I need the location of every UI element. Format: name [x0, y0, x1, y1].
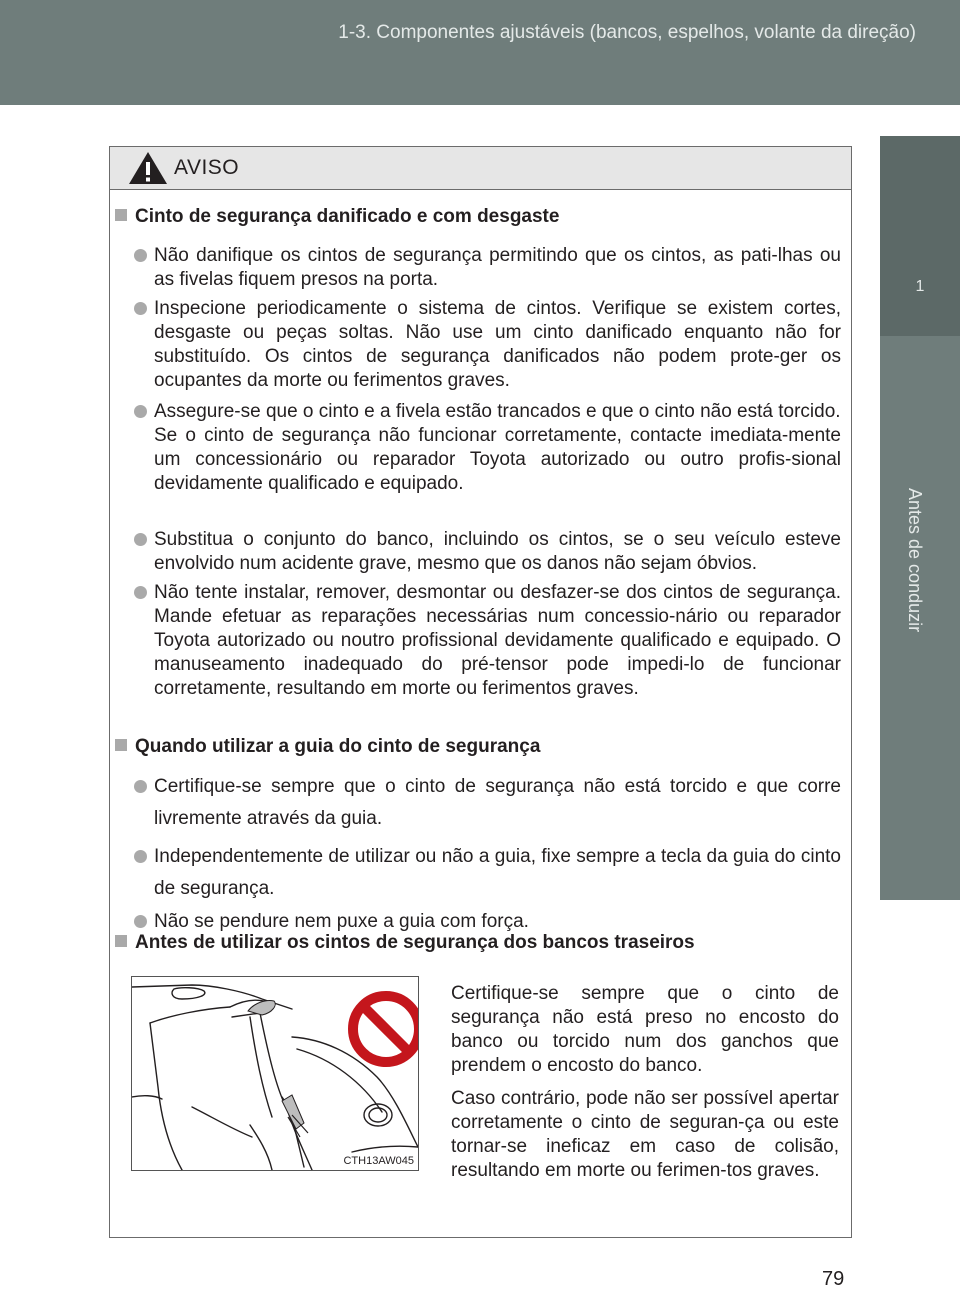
list-item-text: Certifique-se sempre que o cinto de segurança não está torcido e que corre livremente através da guia.	[154, 776, 841, 829]
rear-seat-drawing	[132, 977, 418, 1170]
chapter-label: Antes de conduzir	[905, 488, 925, 633]
bullet-dot-icon	[134, 915, 147, 928]
figure-caption: CTH13AW045	[343, 1155, 414, 1167]
list-item-text: Independentemente de utilizar ou não a guia, fixe sempre a tecla da guia do cinto de segurança.	[154, 846, 841, 899]
bullet-dot-icon	[134, 249, 147, 262]
list-item	[154, 771, 841, 835]
warning-box	[109, 146, 852, 1238]
warning-header	[110, 147, 851, 190]
list-item-text: Se o cinto de segurança não funcionar corretamente, contacte imediata-mente um concessionário ou reparador Toyota autorizado ou outro profis-sional devidamente qualificado e equipado.	[154, 425, 841, 494]
section-title	[115, 932, 695, 954]
warning-title: AVISO	[174, 156, 240, 179]
section-title-text: Cinto de segurança danificado e com desgaste	[135, 206, 560, 227]
bullet-dot-icon	[134, 533, 147, 546]
list-item	[154, 244, 841, 292]
paragraph: Caso contrário, pode não ser possível apertar corretamente o cinto de seguran-ça ou este tornar-se ineficaz em caso de colisão, resultando em morte ou ferimen-tos graves.	[451, 1088, 839, 1181]
list-item	[154, 400, 841, 496]
list-item	[154, 297, 841, 393]
chapter-number: 1	[915, 278, 925, 295]
prohibited-icon	[353, 996, 418, 1062]
list-item	[154, 528, 841, 576]
page-number: 79	[822, 1268, 845, 1290]
section-title-text: Antes de utilizar os cintos de segurança dos bancos traseiros	[135, 932, 695, 953]
list-item	[154, 910, 841, 934]
warning-triangle-icon	[127, 150, 169, 186]
list-item-text: Não se pendure nem puxe a guia com força.	[154, 911, 529, 932]
header-band	[0, 0, 960, 105]
section-title	[115, 206, 559, 228]
list-item	[154, 841, 841, 905]
section-title-text: Quando utilizar a guia do cinto de segurança	[135, 736, 541, 757]
paragraph: Certifique-se sempre que o cinto de segurança não está preso no encosto do banco ou torcido num dos ganchos que prendem o encosto do banco.	[451, 983, 839, 1076]
list-item-text: Não danifique os cintos de segurança permitindo que os cintos, as pati-lhas ou as fivelas fiquem presos na porta.	[154, 245, 841, 290]
bullet-dot-icon	[134, 586, 147, 599]
bullet-dot-icon	[134, 780, 147, 793]
list-item-text: Não tente instalar, remover, desmontar ou desfazer-se dos cintos de segurança. Mande efetuar as reparações necessárias num concessio-nário ou reparador Toyota autorizado ou noutro profissional devidamente qualificado e equipado. O manuseamento inadequado do pré-tensor pode impedi-lo de funcionar corretamente, resultando em morte ou ferimentos graves.	[154, 582, 841, 699]
chapter-section-title: 1-3. Componentes ajustáveis (bancos, espelhos, volante da direção)	[338, 22, 916, 43]
seat-belt-illustration	[131, 976, 419, 1171]
square-bullet-icon	[115, 935, 127, 947]
list-item-text: Inspecione periodicamente o sistema de cintos. Verifique se existem cortes, desgaste ou peças soltas. Não use um cinto danificado enquanto não for substituído. Os cintos de segurança danificados não podem prote-ger os ocupantes da morte ou ferimentos graves.	[154, 298, 841, 391]
bullet-dot-icon	[134, 850, 147, 863]
bullet-dot-icon	[134, 302, 147, 315]
side-tab	[880, 136, 960, 900]
bullet-dot-icon	[134, 405, 147, 418]
square-bullet-icon	[115, 209, 127, 221]
square-bullet-icon	[115, 739, 127, 751]
chapter-tab-box	[880, 136, 960, 336]
section-title	[115, 736, 540, 758]
list-item	[154, 581, 841, 701]
list-item-text: Assegure-se que o cinto e a fivela estão trancados e que o cinto não está torcido.	[154, 401, 841, 422]
list-item-text: Substitua o conjunto do banco, incluindo os cintos, se o seu veículo esteve envolvido num acidente grave, mesmo que os danos não sejam óbvios.	[154, 529, 841, 574]
